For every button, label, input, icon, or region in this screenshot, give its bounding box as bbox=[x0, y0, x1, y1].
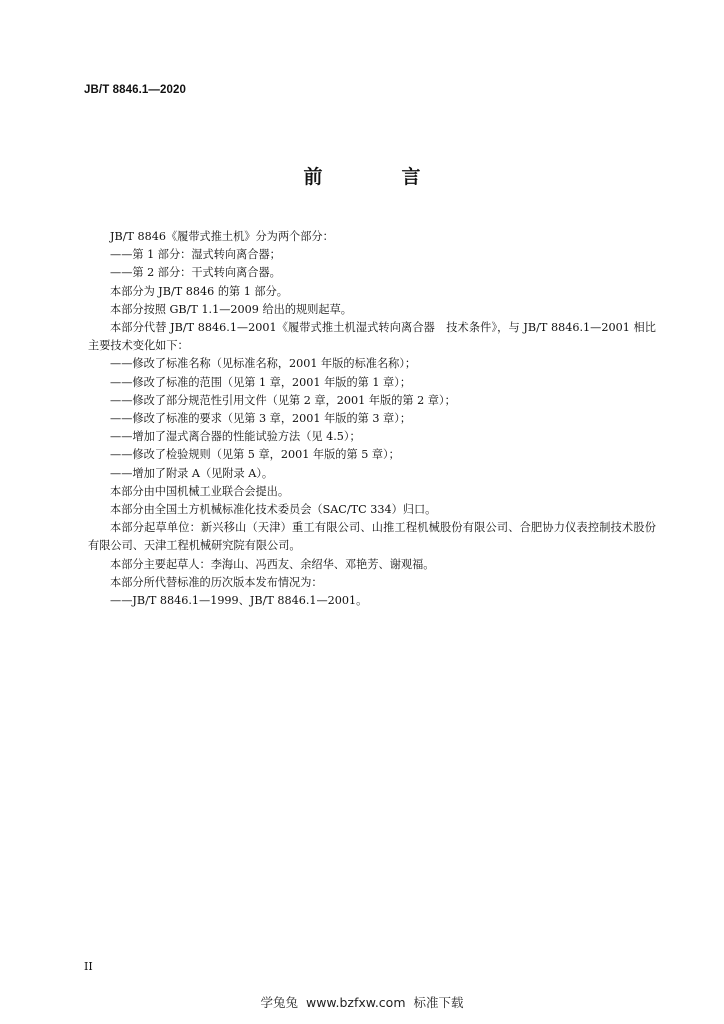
foreword-body bbox=[88, 228, 656, 610]
page-title: 前 言 bbox=[303, 166, 451, 188]
list-item: ——第 2 部分：干式转向离合器。 bbox=[110, 266, 281, 280]
list-item: ——增加了附录 A（见附录 A）。 bbox=[110, 466, 274, 480]
watermark-url: www.bzfxw.com bbox=[305, 995, 406, 1010]
page-number: II bbox=[84, 960, 93, 973]
watermark-footer bbox=[0, 993, 724, 1011]
list-item: ——修改了标准的要求（见第 3 章，2001 年版的第 3 章）； bbox=[110, 412, 412, 426]
list-item: ——修改了检验规则（见第 5 章，2001 年版的第 5 章）； bbox=[110, 448, 400, 462]
watermark-site-name: 学兔兔 bbox=[260, 995, 298, 1010]
paragraph: 本部分所代替标准的历次版本发布情况为： bbox=[110, 575, 323, 589]
list-item: ——增加了湿式离合器的性能试验方法（见 4.5）； bbox=[110, 430, 361, 444]
list-item: ——JB/T 8846.1—1999、JB/T 8846.1—2001。 bbox=[110, 594, 368, 608]
watermark-caption: 标准下载 bbox=[413, 995, 464, 1010]
list-item: ——第 1 部分：湿式转向离合器； bbox=[110, 248, 281, 262]
paragraph: 本部分主要起草人：李海山、冯西友、余绍华、邓艳芳、谢观福。 bbox=[110, 557, 435, 571]
paragraph: 本部分起草单位：新兴移山（天津）重工有限公司、山推工程机械股份有限公司、合肥协力仪表控制技术股份有限公司、天津工程机械研究院有限公司。 bbox=[88, 521, 656, 553]
paragraph: 本部分按照 GB/T 1.1—2009 给出的规则起草。 bbox=[110, 302, 352, 316]
paragraph: 本部分为 JB/T 8846 的第 1 部分。 bbox=[110, 284, 288, 298]
list-item: ——修改了标准的范围（见第 1 章，2001 年版的第 1 章）； bbox=[110, 375, 412, 389]
document-id-header: JB/T 8846.1—2020 bbox=[84, 84, 186, 96]
list-item: ——修改了标准名称（见标准名称，2001 年版的标准名称）； bbox=[110, 357, 417, 371]
paragraph: 本部分由中国机械工业联合会提出。 bbox=[110, 484, 290, 498]
paragraph: JB/T 8846《履带式推土机》分为两个部分： bbox=[110, 230, 334, 243]
paragraph: 本部分由全国土方机械标准化技术委员会（SAC/TC 334）归口。 bbox=[110, 503, 437, 517]
list-item: ——修改了部分规范性引用文件（见第 2 章，2001 年版的第 2 章）； bbox=[110, 393, 456, 407]
paragraph: 本部分代替 JB/T 8846.1—2001《履带式推土机湿式转向离合器 技术条件》，与 JB/T 8846.1—2001 相比主要技术变化如下： bbox=[88, 321, 656, 353]
